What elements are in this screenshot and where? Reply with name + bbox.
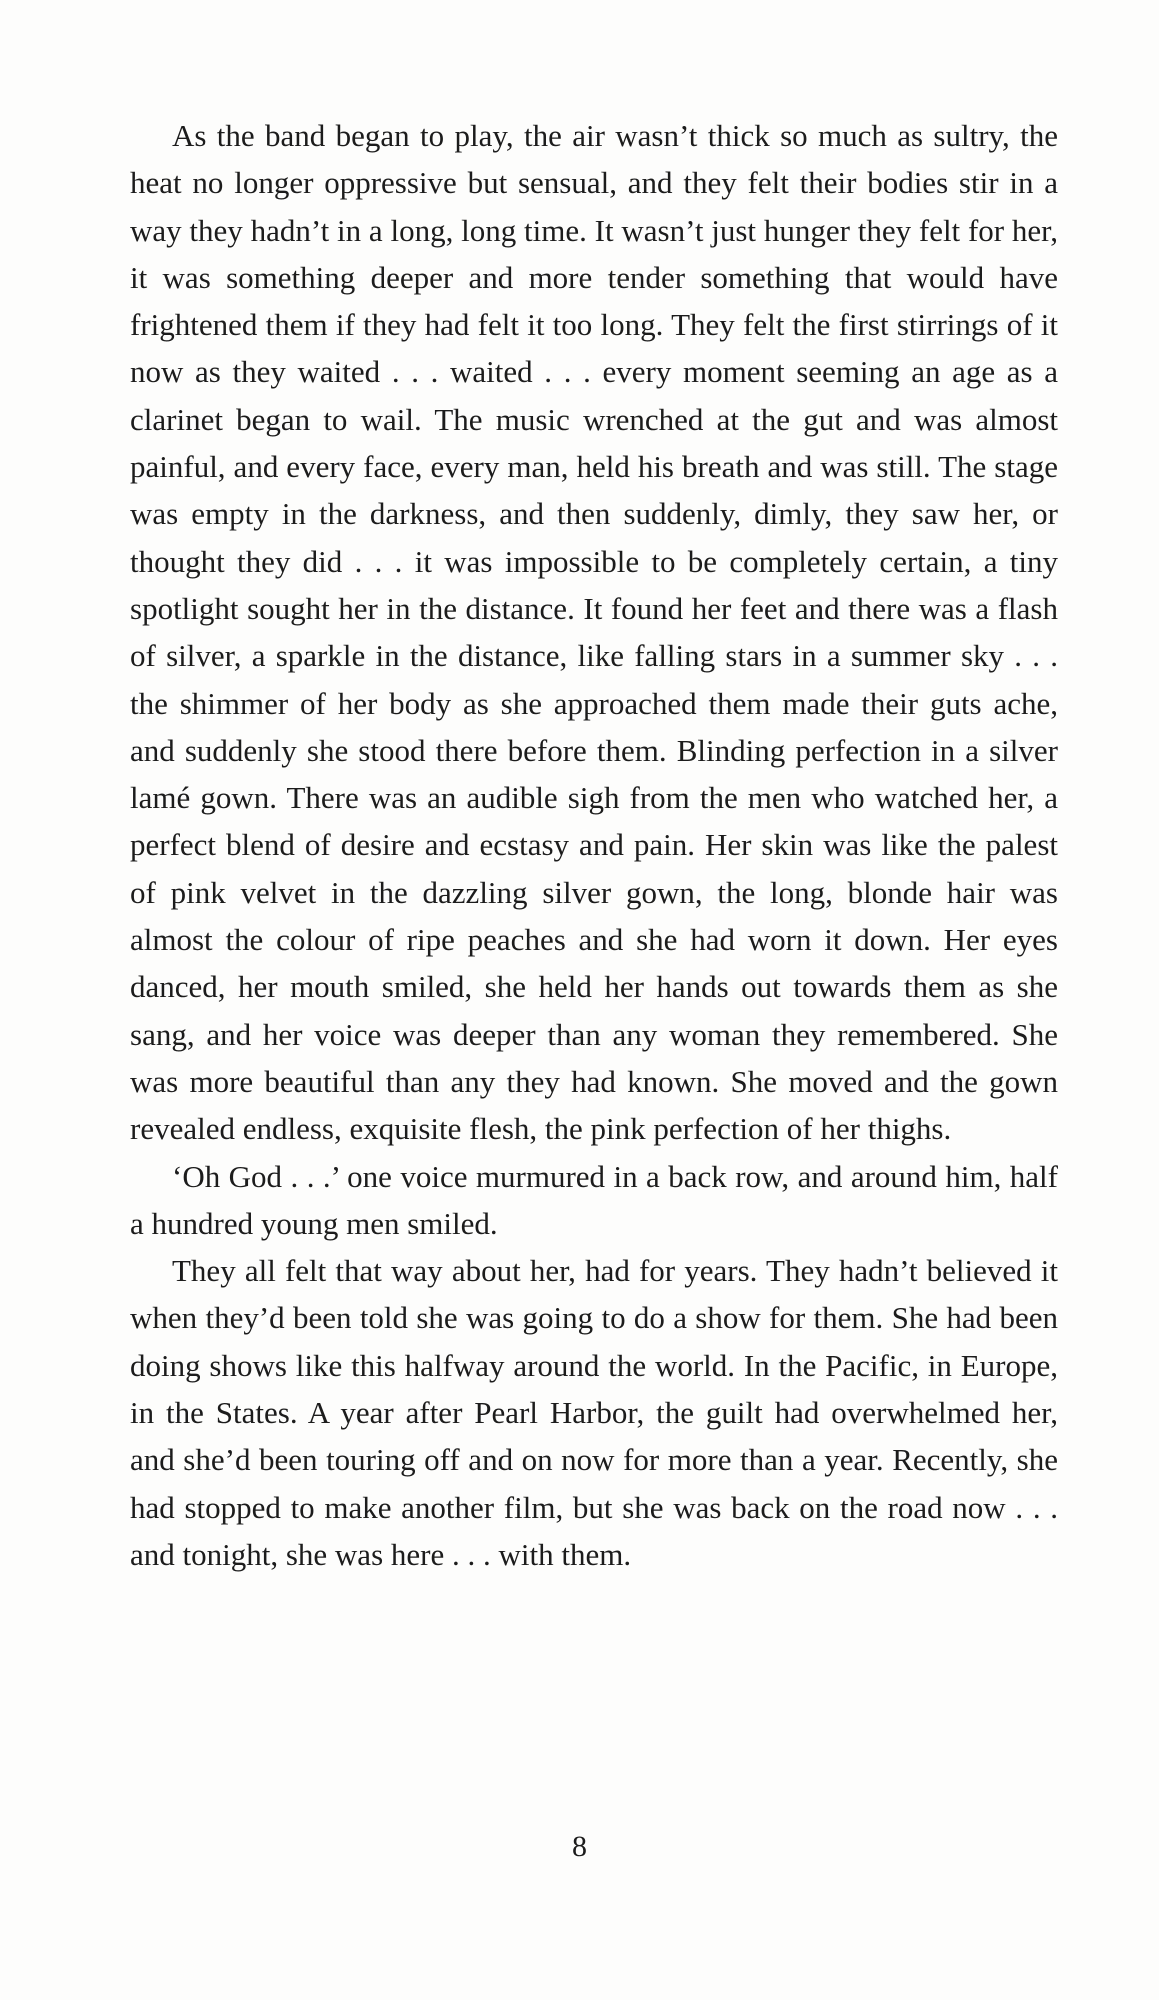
paragraph-3: They all felt that way about her, had for years. They hadn’t believed it when they’d been told she was going to do a show for them. She had been doing shows like this halfway around the world. In the Pacific, in Europe, in the States. A year after Pearl Harbor, the guilt had overwhelmed her, and she’d been touring off and on now for more than a year. Recently, she had stopped to make another film, but she was back on the road now . . . and tonight, she was here . . . with them.: [130, 1253, 1058, 1572]
paragraph-1: As the band began to play, the air wasn’t thick so much as sultry, the heat no longer oppressive but sensual, and they felt their bodies stir in a way they hadn’t in a long, long time. It wasn’t just hunger they felt for her, it was something deeper and more tender something that would have frightened them if they had felt it too long. They felt the first stirrings of it now as they waited . . . waited . . . every moment seeming an age as a clarinet began to wail. The music wrenched at the gut and was almost painful, and every face, every man, held his breath and was still. The stage was empty in the darkness, and then suddenly, dimly, they saw her, or thought they did . . . it was impossible to be completely certain, a tiny spotlight sought her in the distance. It found her feet and there was a flash of silver, a sparkle in the distance, like falling stars in a summer sky . . . the shimmer of her body as she approached them made their guts ache, and suddenly she stood there before them. Blinding perfection in a silver lamé gown. There was an audible sigh from the men who watched her, a perfect blend of desire and ecstasy and pain. Her skin was like the palest of pink velvet in the dazzling silver gown, the long, blonde hair was almost the colour of ripe peaches and she had worn it down. Her eyes danced, her mouth smiled, she held her hands out towards them as she sang, and her voice was deeper than any woman they remembered. She was more beautiful than any they had known. She moved and the gown revealed endless, exquisite flesh, the pink perfection of her thighs.: [130, 118, 1058, 1147]
paragraph-2: ‘Oh God . . .’ one voice murmured in a back row, and around him, half a hundred young men smiled.: [130, 1158, 1058, 1241]
body-text: [130, 112, 1058, 1578]
page-number: 8: [572, 1830, 587, 1863]
